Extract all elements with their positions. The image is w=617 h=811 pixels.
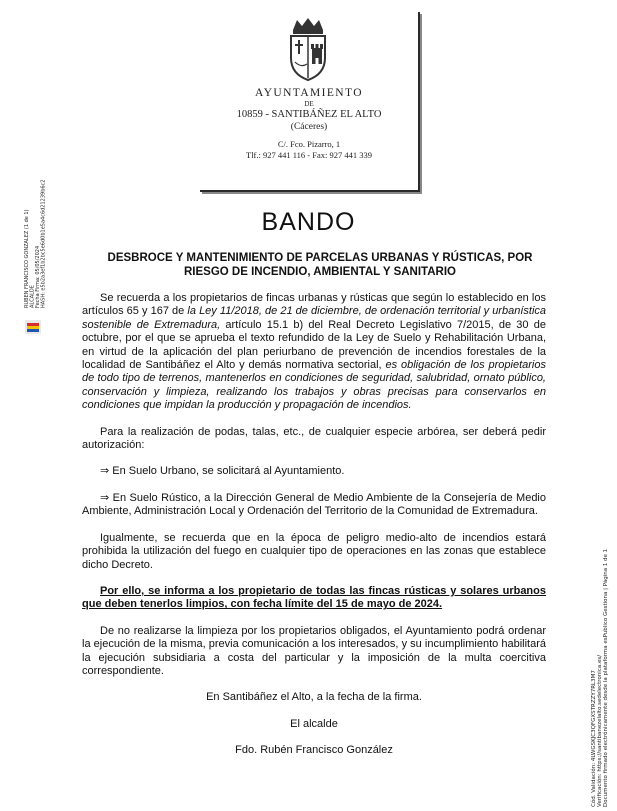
stamp-line: HASH: e5b2a3ef1b2bc5e6d0b1e5a4c6d21239b6c2 <box>40 179 47 308</box>
document-subtitle <box>90 251 550 279</box>
paragraph-3: Igualmente, se recuerda que en la época de peligro medio-alto de incendios estará prohibida la utilización del fuego en cualquier tipo de operaciones en las zonas que establece dicho Decreto. <box>82 531 546 571</box>
region-flag-icon <box>25 320 41 334</box>
signer-role: El alcalde <box>290 717 338 730</box>
coat-of-arms-icon <box>285 16 331 82</box>
paragraph-1 <box>82 292 546 413</box>
org-name: AYUNTAMIENTO <box>255 87 363 99</box>
province: (Cáceres) <box>290 122 328 132</box>
document-title: BANDO <box>261 208 356 236</box>
subtitle-line-2: RIESGO DE INCENDIO, AMBIENTAL Y SANITARIO <box>184 266 456 278</box>
document-body <box>82 292 546 771</box>
place-date: En Santibáñez el Alto, a la fecha de la firma. <box>206 691 422 704</box>
org-de: DE <box>304 100 314 108</box>
bullet-rustico: ⇒ En Suelo Rústico, a la Dirección General de Medio Ambiente de la Consejería de Medio Ambiente, Administración Local y Ordenación del Territorio de la Comunidad de Extremadura. <box>82 491 546 518</box>
validation-stamp <box>591 548 615 807</box>
phones: Tlf.: 927 441 116 - Fax: 927 441 339 <box>246 150 372 160</box>
p1-text: Se recuerda a los propietarios de fincas urbanas y rústicas que según lo establecido en los artículos 65 y 167 de <box>82 292 546 318</box>
bullet-urbano: ⇒ En Suelo Urbano, se solicitará al Ayuntamiento. <box>100 465 345 478</box>
stamp-line: Cód. Validación: 4LWGSKJC3QFGXSTRZZY7RL3M7 <box>591 670 597 807</box>
letterhead <box>200 86 418 161</box>
stamp-line: ALCALDE <box>29 285 36 308</box>
address: C/. Fco. Pizarro, 1 <box>277 139 341 149</box>
paragraph-deadline: Por ello, se informa a los propietario de todas las fincas rústicas y solares urbanos que deben tenerlos limpios, con fecha límite del 15 de mayo de 2024. <box>82 584 546 611</box>
p1-obligation: es obligación de los propietarios de todo tipo de terrenos, mantenerlos en condiciones de seguridad, salubridad, ornato público, conservación y limpieza, realizando los trabajos y obras precisas para conservarlos en condiciones que impidan la producción y propagación de incendios. <box>82 359 546 412</box>
stamp-line: RUBEN FRANCISCO GONZALEZ (1 de 1) <box>24 209 30 308</box>
stamp-line: Verificación: https://santibanezelalto.sedelectronica.es/ <box>597 654 603 807</box>
subtitle-line-1: DESBROCE Y MANTENIMIENTO DE PARCELAS URBANAS Y RÚSTICAS, POR <box>107 252 533 264</box>
town-name: 10859 - SANTIBÁÑEZ EL ALTO <box>236 109 382 120</box>
paragraph-5: De no realizarse la limpieza por los propietarios obligados, el Ayuntamiento podrá ordenar la ejecución de la misma, previa comunicación a los interesados, y su incumplimiento habilitará la ejecución subsidiaria a costa del particular y la imposición de la multa coercitiva correspondiente. <box>82 624 546 677</box>
signer-name: Fdo. Rubén Francisco González <box>235 744 393 757</box>
stamp-line: Documento firmado electrónicamente desde la plataforma esPublico Gestiona | Página 1 de 1 <box>603 548 609 807</box>
paragraph-2: Para la realización de podas, talas, etc., de cualquier especie arbórea, ser deberá pedir autorización: <box>82 425 546 452</box>
p1-text-cont: artículo 15.1 b) del Real Decreto Legislativo 7/2015, de 30 de octubre, por el que se aprueba el texto refundido de la Ley de Suelo y Rehabilitación Urbana, en virtud de la aplicación del plan periurbano de prevención de incendios forestales de la localidad de Santibáñez el Alto y demás normativa sectorial, <box>82 318 546 372</box>
stamp-line: Fecha Firma: 05/05/2024 <box>35 245 41 308</box>
p1-law-ref: la Ley 11/2018, de 21 de diciembre, de ordenación territorial y urbanística sostenible de Extremadura, <box>82 305 547 331</box>
